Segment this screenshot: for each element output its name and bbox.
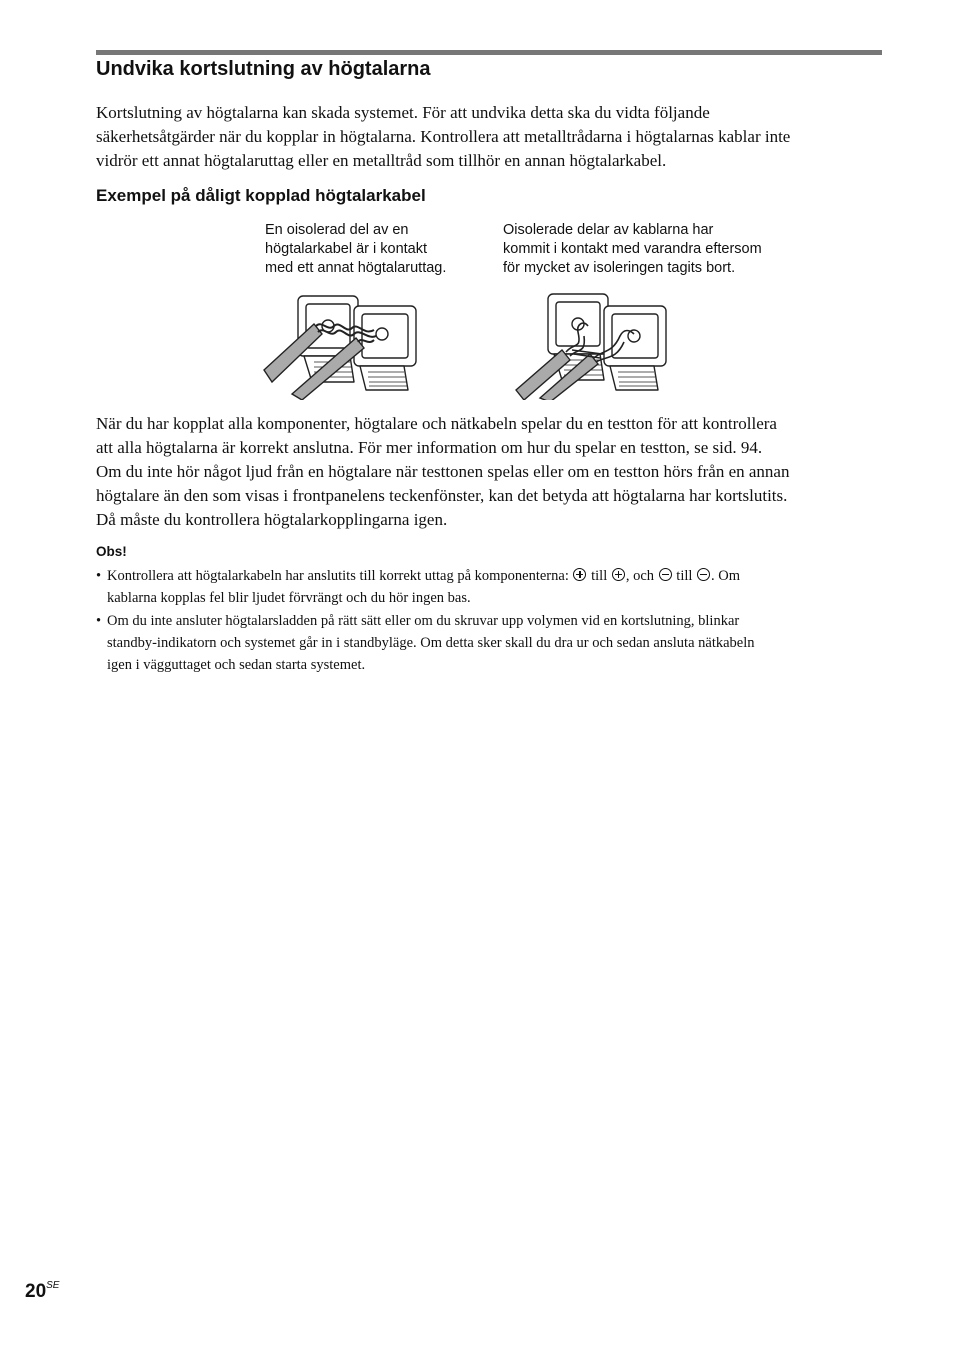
note-line: igen i vägguttaget och sedan starta systemet.	[107, 657, 366, 673]
note-text: , och	[625, 568, 655, 584]
note-item	[96, 565, 886, 609]
note-text: till	[591, 568, 608, 584]
example-heading: Exempel på dåligt kopplad högtalarkabel	[96, 186, 426, 205]
page-number-suffix: SE	[46, 1280, 60, 1291]
page-number-value: 20	[25, 1281, 47, 1302]
note-line	[107, 565, 886, 587]
caption-line: högtalarkabel är i kontakt	[265, 241, 428, 257]
notes-list	[96, 565, 886, 677]
section-top-rule	[96, 50, 882, 55]
body-line: att alla högtalarna är korrekt anslutna. För mer information om hur du spelar en testton, se sid. 94.	[96, 438, 763, 457]
bullet: •	[96, 613, 102, 629]
minus-terminal-icon	[659, 568, 672, 581]
caption-line: med ett annat högtalaruttag.	[265, 260, 447, 276]
section-title: Undvika kortslutning av högtalarna	[96, 58, 431, 80]
caption-line: En oisolerad del av en	[265, 222, 409, 238]
note-item	[96, 610, 886, 676]
intro-line: säkerhetsåtgärder när du kopplar in högtalarna. Kontrollera att metalltrådarna i högtalarnas kablar inte	[96, 127, 791, 146]
bad-connection-illustration-terminal	[262, 290, 424, 400]
note-text: Kontrollera att högtalarkabeln har anslutits till korrekt uttag på komponenterna:	[107, 568, 569, 584]
caption-right	[503, 221, 762, 278]
body-line: högtalare än den som visas i frontpanelens teckenfönster, kan det betyda att högtalarna har kortslutits.	[96, 486, 788, 505]
plus-terminal-icon	[573, 568, 586, 581]
minus-terminal-icon	[697, 568, 710, 581]
notes-heading: Obs!	[96, 544, 127, 559]
body-line: Om du inte hör något ljud från en högtalare när testtonen spelas eller om en testton hörs från en annan	[96, 462, 790, 481]
caption-line: kommit i kontakt med varandra eftersom	[503, 241, 762, 257]
caption-line: Oisolerade delar av kablarna har	[503, 222, 714, 238]
bad-connection-illustration-wires	[512, 290, 674, 400]
intro-paragraph	[96, 101, 886, 173]
bullet: •	[96, 568, 102, 584]
caption-line: för mycket av isoleringen tagits bort.	[503, 260, 736, 276]
body-line: När du har kopplat alla komponenter, högtalare och nätkabeln spelar du en testton för att kontrollera	[96, 414, 777, 433]
note-line: kablarna kopplas fel blir ljudet förvrängt och du hör ingen bas.	[107, 590, 471, 606]
testtone-paragraph	[96, 412, 886, 532]
page-number	[25, 1280, 59, 1303]
note-line: Om du inte ansluter högtalarsladden på rätt sätt eller om du skruvar upp volymen vid en kortslutning, blinkar	[107, 613, 740, 629]
intro-line: Kortslutning av högtalarna kan skada systemet. För att undvika detta ska du vidta följande	[96, 103, 710, 122]
caption-left	[265, 221, 446, 278]
note-line: standby-indikatorn och systemet går in i standbyläge. Om detta sker skall du dra ur och sedan ansluta nätkabeln	[107, 635, 755, 651]
intro-line: vidrör ett annat högtalaruttag eller en metalltråd som tillhör en annan högtalarkabel.	[96, 151, 667, 170]
note-text: . Om	[711, 568, 741, 584]
body-line: Då måste du kontrollera högtalarkopplingarna igen.	[96, 510, 448, 529]
note-text: till	[676, 568, 693, 584]
plus-terminal-icon	[612, 568, 625, 581]
